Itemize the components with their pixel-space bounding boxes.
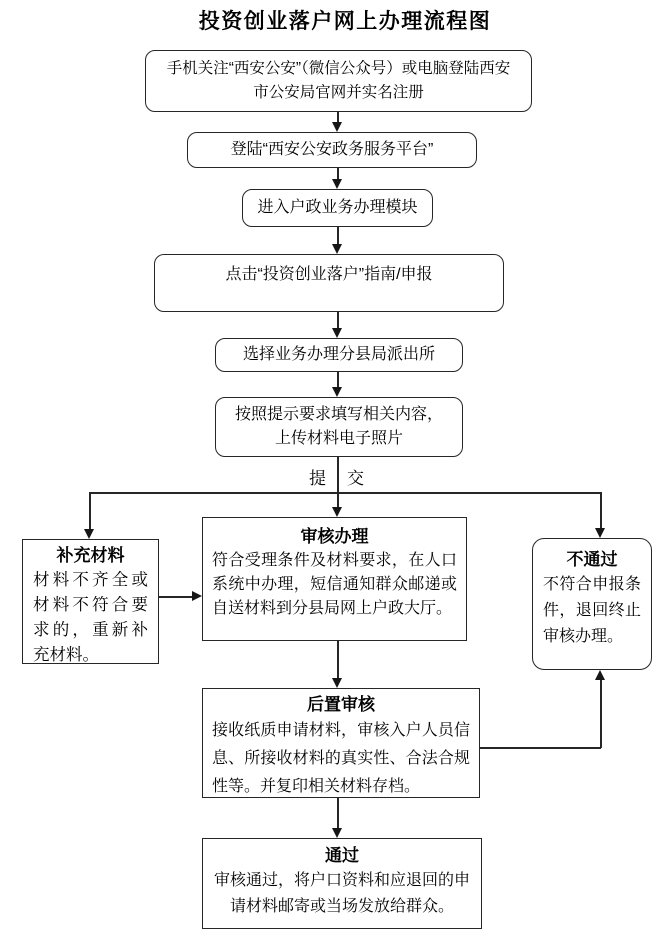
step-register-line2: 市公安局官网并实名注册 — [253, 84, 424, 101]
arrow-down-guide-station-icon — [332, 328, 342, 338]
node-pass-body: 审核通过，将户口资料和应退回的申请材料邮寄或当场发放给群众。 — [213, 872, 470, 915]
node-review-box — [202, 517, 467, 641]
step-fill-upload-line2: 上传材料电子照片 — [274, 430, 403, 447]
step-register-line1: 手机关注“西安公安”（微信公众号）或电脑登陆西安 — [166, 60, 511, 77]
connector-branch-horizontal-line — [89, 492, 601, 494]
arrow-up-post-fail-icon — [595, 670, 605, 680]
connector-station-fill-line — [337, 372, 339, 388]
arrow-down-module-guide-icon — [332, 244, 342, 254]
arrow-down-review-post-icon — [332, 678, 342, 688]
arrow-down-to-fail-icon — [595, 528, 605, 538]
connector-branch-left-line — [89, 492, 91, 530]
node-pass-box — [202, 838, 482, 929]
node-fail-box — [532, 538, 652, 670]
connector-post-fail-vertical-line — [600, 679, 602, 748]
connector-post-fail-horizontal-line — [480, 747, 601, 749]
submit-label-right: 交 — [347, 469, 364, 488]
connector-branch-middle-line — [337, 492, 339, 508]
node-review-title: 审核办理 — [300, 527, 369, 546]
connector-review-post-line — [337, 641, 339, 679]
connector-branch-right-line — [600, 492, 602, 529]
step-enter-module-box — [242, 189, 433, 227]
page-title: 投资创业落户网上办理流程图 — [198, 10, 492, 33]
connector-guide-station-line — [337, 312, 339, 329]
connector-supplement-review-line — [159, 596, 193, 598]
step-register-box — [145, 50, 532, 112]
step-select-station-box — [215, 338, 463, 372]
node-fail-body: 不符合申报条件，退回终止审核办理。 — [543, 576, 641, 645]
step-fill-upload-line1: 按照提示要求填写相关内容， — [234, 406, 443, 423]
arrow-down-post-pass-icon — [332, 828, 342, 838]
node-supplement-title: 补充材料 — [56, 546, 125, 565]
step-login-box — [187, 132, 477, 168]
node-post-review-body: 接收纸质申请材料，审核入户人员信息、所接收材料的真实性、合法合规性等。并复印相关材料存档。 — [212, 722, 470, 795]
node-post-review-title: 后置审核 — [307, 695, 375, 714]
node-pass-title: 通过 — [325, 846, 359, 865]
node-post-review-box — [202, 688, 480, 798]
arrow-down-to-supplement-icon — [84, 529, 94, 539]
node-supplement-body: 材料不齐全或材料不符合要求的，重新补充材料。 — [33, 571, 148, 664]
connector-module-guide-line — [337, 227, 339, 245]
connector-post-pass-line — [337, 798, 339, 829]
step-click-guide-box — [154, 254, 504, 312]
arrow-down-login-module-icon — [332, 179, 342, 189]
arrow-down-station-fill-icon — [332, 387, 342, 397]
step-login-label: 登陆“西安公安政务服务平台” — [230, 141, 434, 158]
connector-submit-stem-line — [337, 457, 339, 493]
arrow-down-to-review-icon — [332, 507, 342, 517]
submit-label-left: 提 — [309, 469, 326, 488]
node-fail-title: 不通过 — [566, 550, 618, 569]
step-click-guide-label: 点击“投资创业落户”指南/申报 — [225, 266, 433, 283]
arrow-right-supplement-review-icon — [192, 591, 202, 601]
step-select-station-label: 选择业务办理分县局派出所 — [242, 346, 435, 363]
node-supplement-box — [22, 539, 159, 664]
node-review-body: 符合受理条件及材料要求，在人口系统中办理，短信通知群众邮递或自送材料到分县局网上户政大厅。 — [212, 552, 457, 617]
arrow-down-register-login-icon — [332, 122, 342, 132]
step-fill-upload-box — [215, 397, 463, 457]
step-enter-module-label: 进入户政业务办理模块 — [257, 199, 418, 216]
